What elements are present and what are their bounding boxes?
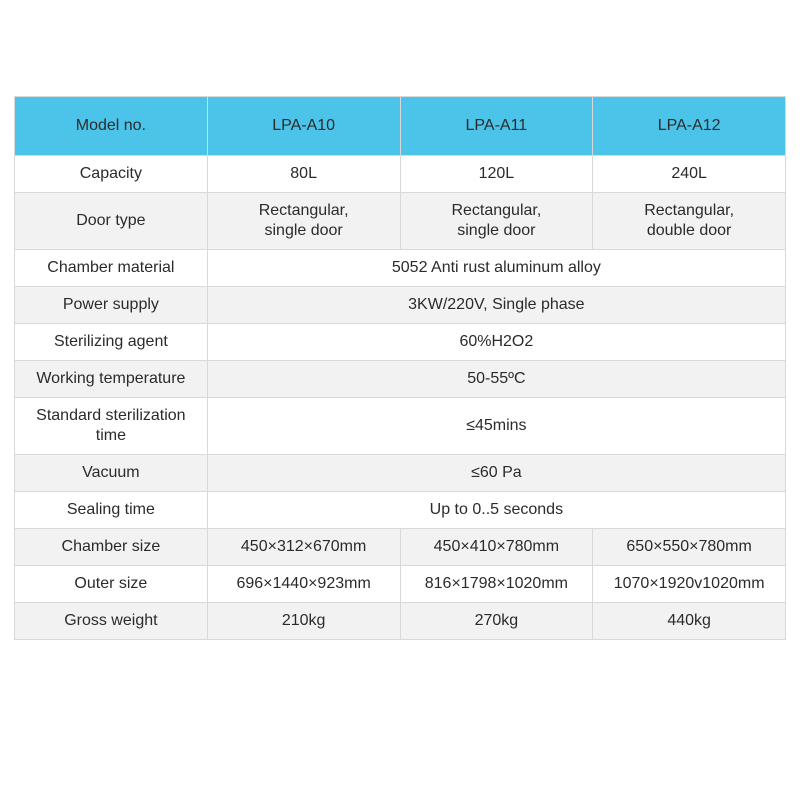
row-value: 5052 Anti rust aluminum alloy [207, 250, 785, 287]
row-value: 450×410×780mm [400, 529, 593, 566]
row-label: Sealing time [15, 492, 208, 529]
row-value: 60%H2O2 [207, 324, 785, 361]
row-value: 80L [207, 156, 400, 193]
table-row [15, 455, 786, 492]
column-header-model-no: Model no. [15, 97, 208, 156]
row-value: 440kg [593, 603, 786, 640]
table-row [15, 156, 786, 193]
table-header-row [15, 97, 786, 156]
table-row [15, 566, 786, 603]
specification-table [14, 96, 786, 640]
row-value: 120L [400, 156, 593, 193]
table-row [15, 250, 786, 287]
row-value: 816×1798×1020mm [400, 566, 593, 603]
row-label: Vacuum [15, 455, 208, 492]
row-value: 3KW/220V, Single phase [207, 287, 785, 324]
row-value: 50-55ºC [207, 361, 785, 398]
row-label: Power supply [15, 287, 208, 324]
column-header-lpa-a12: LPA-A12 [593, 97, 786, 156]
row-label: Standard sterilization time [15, 398, 208, 455]
table-row [15, 492, 786, 529]
row-value: 450×312×670mm [207, 529, 400, 566]
row-label: Outer size [15, 566, 208, 603]
table-row [15, 529, 786, 566]
row-value: 240L [593, 156, 786, 193]
row-label: Sterilizing agent [15, 324, 208, 361]
row-value: Rectangular, single door [400, 193, 593, 250]
row-value: 270kg [400, 603, 593, 640]
row-value: 650×550×780mm [593, 529, 786, 566]
table-row [15, 361, 786, 398]
row-value: 1070×1920v1020mm [593, 566, 786, 603]
row-value: 210kg [207, 603, 400, 640]
row-value: ≤45mins [207, 398, 785, 455]
table-row [15, 193, 786, 250]
table-row [15, 603, 786, 640]
row-value: Up to 0..5 seconds [207, 492, 785, 529]
column-header-lpa-a10: LPA-A10 [207, 97, 400, 156]
table-header [15, 97, 786, 156]
table-body [15, 156, 786, 640]
row-label: Door type [15, 193, 208, 250]
row-label: Capacity [15, 156, 208, 193]
column-header-lpa-a11: LPA-A11 [400, 97, 593, 156]
row-value: Rectangular, double door [593, 193, 786, 250]
table-row [15, 398, 786, 455]
table-row [15, 324, 786, 361]
row-label: Chamber size [15, 529, 208, 566]
row-value: Rectangular, single door [207, 193, 400, 250]
row-label: Chamber material [15, 250, 208, 287]
row-value: 696×1440×923mm [207, 566, 400, 603]
table-row [15, 287, 786, 324]
row-label: Gross weight [15, 603, 208, 640]
row-label: Working temperature [15, 361, 208, 398]
row-value: ≤60 Pa [207, 455, 785, 492]
